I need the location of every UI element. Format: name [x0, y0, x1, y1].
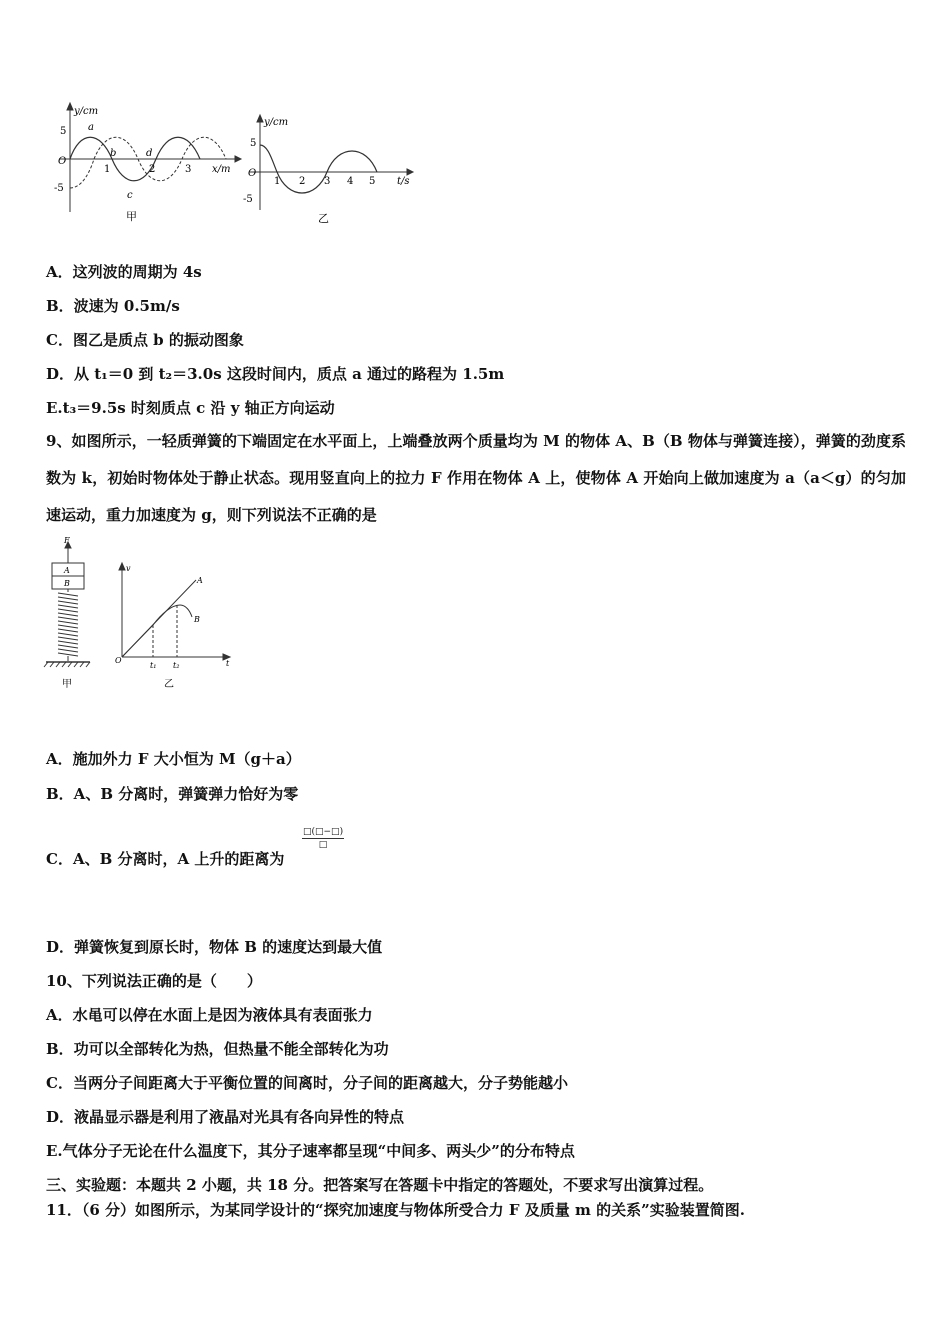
q8-option-e: E.t₃＝9.5s 时刻质点 c 沿 y 轴正方向运动 — [46, 399, 335, 417]
q9-stem: 9、如图所示，一轻质弹簧的下端固定在水平面上，上端叠放两个质量均为 M 的物体 A、B（B 物体与弹簧连接），弹簧的劲度系数为 k，初始时物体处于静止状态。现用竖直向上的拉力 F 作用在物体 A 上，使物体 A 开始向上做加速度为 a（a＜g）的匀加速运动，重力加速度为 g，则下列说法不正确的是 — [46, 432, 906, 524]
caption-yi: 乙 — [164, 679, 174, 690]
block-a-label: A — [64, 566, 70, 575]
fraction-numerator: □(□−□) — [303, 827, 344, 837]
yi-xlabel: t/s — [397, 176, 410, 187]
wave-figure — [50, 100, 420, 235]
q9-option-b: B．A、B 分离时，弹簧弹力恰好为零 — [46, 785, 299, 803]
curve-a-label: A — [197, 576, 203, 585]
jia-origin: O — [58, 156, 67, 167]
block-b-label: B — [64, 579, 70, 588]
q9-option-a: A．施加外力 F 大小恒为 M（g＋a） — [46, 750, 301, 768]
jia-point-b: b — [110, 148, 117, 159]
distance-fraction — [302, 826, 344, 851]
yi-tick-3: 3 — [324, 176, 331, 187]
yi-tick-4: 4 — [347, 176, 354, 187]
velocity-graph — [119, 563, 230, 660]
q10-option-b: B．功可以全部转化为热，但热量不能全部转化为功 — [46, 1040, 389, 1058]
yi-y-neg: -5 — [243, 194, 253, 205]
q9-option-d: D．弹簧恢复到原长时，物体 B 的速度达到最大值 — [46, 938, 383, 956]
q8-option-a: A．这列波的周期为 4s — [46, 263, 202, 281]
v-axis-label: v — [126, 564, 131, 573]
spring-figure — [40, 535, 250, 690]
section-3-heading: 三、实验题：本题共 2 小题，共 18 分。把答案写在答题卡中指定的答题处，不要求写出演算过程。 — [46, 1176, 714, 1194]
jia-ylabel: y/cm — [74, 106, 99, 117]
jia-tick-1: 1 — [104, 164, 111, 175]
jia-point-d: d — [146, 148, 153, 159]
q9-option-c: C．A、B 分离时，A 上升的距离为 — [46, 850, 285, 868]
force-label: F — [64, 536, 70, 545]
q10-option-d: D．液晶显示器是利用了液晶对光具有各向异性的特点 — [46, 1108, 405, 1126]
q10-stem: 10、下列说法正确的是（ ） — [46, 972, 262, 990]
t1-label: t₁ — [150, 661, 157, 670]
yi-tick-2: 2 — [299, 176, 306, 187]
yi-tick-1: 1 — [274, 176, 281, 187]
jia-point-c: c — [127, 190, 133, 201]
q8-option-c: C．图乙是质点 b 的振动图象 — [46, 331, 244, 349]
t2-label: t₂ — [173, 661, 180, 670]
fraction-denominator: □ — [318, 840, 328, 850]
yi-ylabel: y/cm — [264, 117, 289, 128]
q10-option-c: C．当两分子间距离大于平衡位置的间离时，分子间的距离越大，分子势能越小 — [46, 1074, 568, 1092]
q11-stem: 11．（6 分）如图所示，为某同学设计的“探究加速度与物体所受合力 F 及质量 m 的关系”实验装置简图. — [46, 1201, 745, 1219]
yi-y-pos: 5 — [250, 138, 257, 149]
jia-xlabel: x/m — [212, 164, 231, 175]
q8-option-d: D．从 t₁＝0 到 t₂＝3.0s 这段时间内，质点 a 通过的路程为 1.5m — [46, 365, 505, 383]
jia-tick-3: 3 — [185, 164, 192, 175]
jia-y-neg: -5 — [54, 183, 64, 194]
q8-option-b: B．波速为 0.5m/s — [46, 297, 180, 315]
jia-tick-2: 2 — [149, 164, 156, 175]
jia-y-pos: 5 — [60, 126, 67, 137]
spring-apparatus — [44, 542, 90, 667]
yi-origin: O — [248, 168, 257, 179]
wave-graph-yi — [250, 115, 413, 210]
t-axis-label: t — [226, 659, 230, 668]
q10-option-a: A．水黾可以停在水面上是因为液体具有表面张力 — [46, 1006, 373, 1024]
q10-option-e: E.气体分子无论在什么温度下，其分子速率都呈现“中间多、两头少”的分布特点 — [46, 1142, 575, 1160]
yi-caption: 乙 — [318, 212, 329, 225]
yi-tick-5: 5 — [369, 176, 376, 187]
origin-label: O — [115, 656, 122, 665]
jia-caption: 甲 — [126, 210, 137, 223]
caption-jia: 甲 — [62, 679, 72, 690]
curve-b-label: B — [194, 615, 200, 624]
jia-point-a: a — [88, 122, 94, 133]
